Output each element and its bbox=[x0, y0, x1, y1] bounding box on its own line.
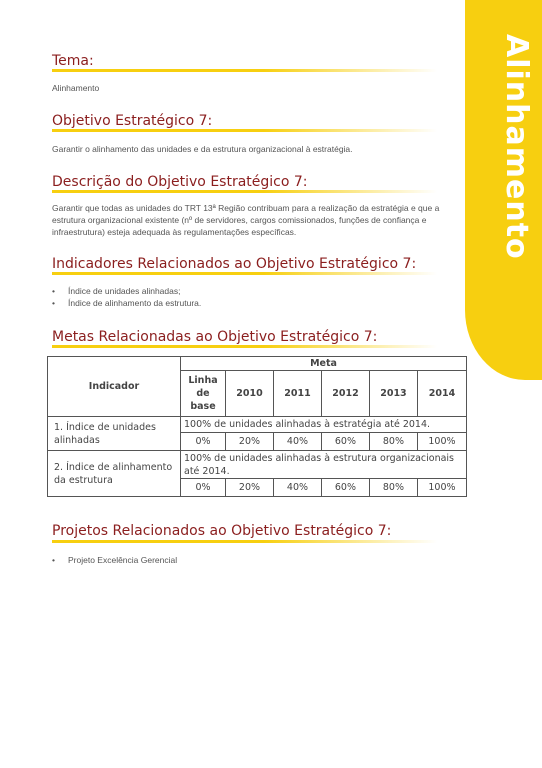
header-year: 2010 bbox=[226, 371, 274, 417]
metas-rule bbox=[52, 345, 437, 348]
descricao-heading: Descrição do Objetivo Estratégico 7: bbox=[52, 174, 308, 190]
value-cell: 100% bbox=[417, 433, 466, 451]
indicadores-rule bbox=[52, 272, 437, 275]
list-item: • Projeto Excelência Gerencial bbox=[52, 555, 178, 565]
metas-heading: Metas Relacionadas ao Objetivo Estratégico 7: bbox=[52, 329, 378, 345]
header-indicador: Indicador bbox=[48, 357, 181, 417]
descricao-text: Garantir que todas as unidades do TRT 13ª Região contribuam para a realização da estratégia e que a estrutura organizacional existente (nº de servidores, cargos comissionados, funções de confiança e infraestrutura) esteja adequada às regulamentações específicas. bbox=[52, 203, 440, 237]
metas-table bbox=[47, 356, 467, 497]
projetos-rule bbox=[52, 540, 437, 543]
value-cell: 40% bbox=[273, 479, 321, 497]
goal-cell: 100% de unidades alinhadas à estratégia até 2014. bbox=[181, 417, 467, 433]
objetivo-heading: Objetivo Estratégico 7: bbox=[52, 113, 213, 129]
indicator-cell: 1. Índice de unidades alinhadas bbox=[48, 417, 181, 451]
header-year: 2012 bbox=[321, 371, 369, 417]
objetivo-text: Garantir o alinhamento das unidades e da estrutura organizacional à estratégia. bbox=[52, 144, 353, 154]
list-item: • Índice de alinhamento da estrutura. bbox=[52, 298, 202, 308]
bullet-icon: • bbox=[52, 286, 55, 296]
tema-text: Alinhamento bbox=[52, 83, 100, 93]
indicadores-heading: Indicadores Relacionados ao Objetivo Estratégico 7: bbox=[52, 256, 417, 272]
value-cell: 60% bbox=[321, 433, 369, 451]
header-year: 2014 bbox=[417, 371, 466, 417]
indicator-cell: 2. Índice de alinhamento da estrutura bbox=[48, 451, 181, 497]
value-cell: 80% bbox=[369, 433, 417, 451]
side-tab-title: Alinhamento bbox=[499, 34, 534, 260]
value-cell: 80% bbox=[369, 479, 417, 497]
projetos-heading: Projetos Relacionados ao Objetivo Estratégico 7: bbox=[52, 523, 392, 539]
objetivo-rule bbox=[52, 129, 437, 132]
descricao-rule bbox=[52, 190, 437, 193]
value-cell: 20% bbox=[226, 433, 274, 451]
bullet-icon: • bbox=[52, 555, 55, 565]
indicadores-list bbox=[52, 285, 201, 309]
tema-rule bbox=[52, 69, 437, 72]
bullet-icon: • bbox=[52, 298, 55, 308]
header-meta: Meta bbox=[181, 357, 467, 371]
value-cell: 100% bbox=[417, 479, 466, 497]
value-cell: 20% bbox=[226, 479, 274, 497]
value-cell: 0% bbox=[181, 433, 226, 451]
tema-heading: Tema: bbox=[52, 53, 94, 69]
value-cell: 60% bbox=[321, 479, 369, 497]
value-cell: 0% bbox=[181, 479, 226, 497]
table-row bbox=[48, 417, 467, 433]
header-year: 2011 bbox=[273, 371, 321, 417]
header-linha-base: Linha de base bbox=[181, 371, 226, 417]
table-row bbox=[48, 451, 467, 479]
projetos-list bbox=[52, 554, 177, 566]
header-year: 2013 bbox=[369, 371, 417, 417]
list-item: • Índice de unidades alinhadas; bbox=[52, 286, 181, 296]
goal-cell: 100% de unidades alinhadas à estrutura organizacionais até 2014. bbox=[181, 451, 467, 479]
value-cell: 40% bbox=[273, 433, 321, 451]
